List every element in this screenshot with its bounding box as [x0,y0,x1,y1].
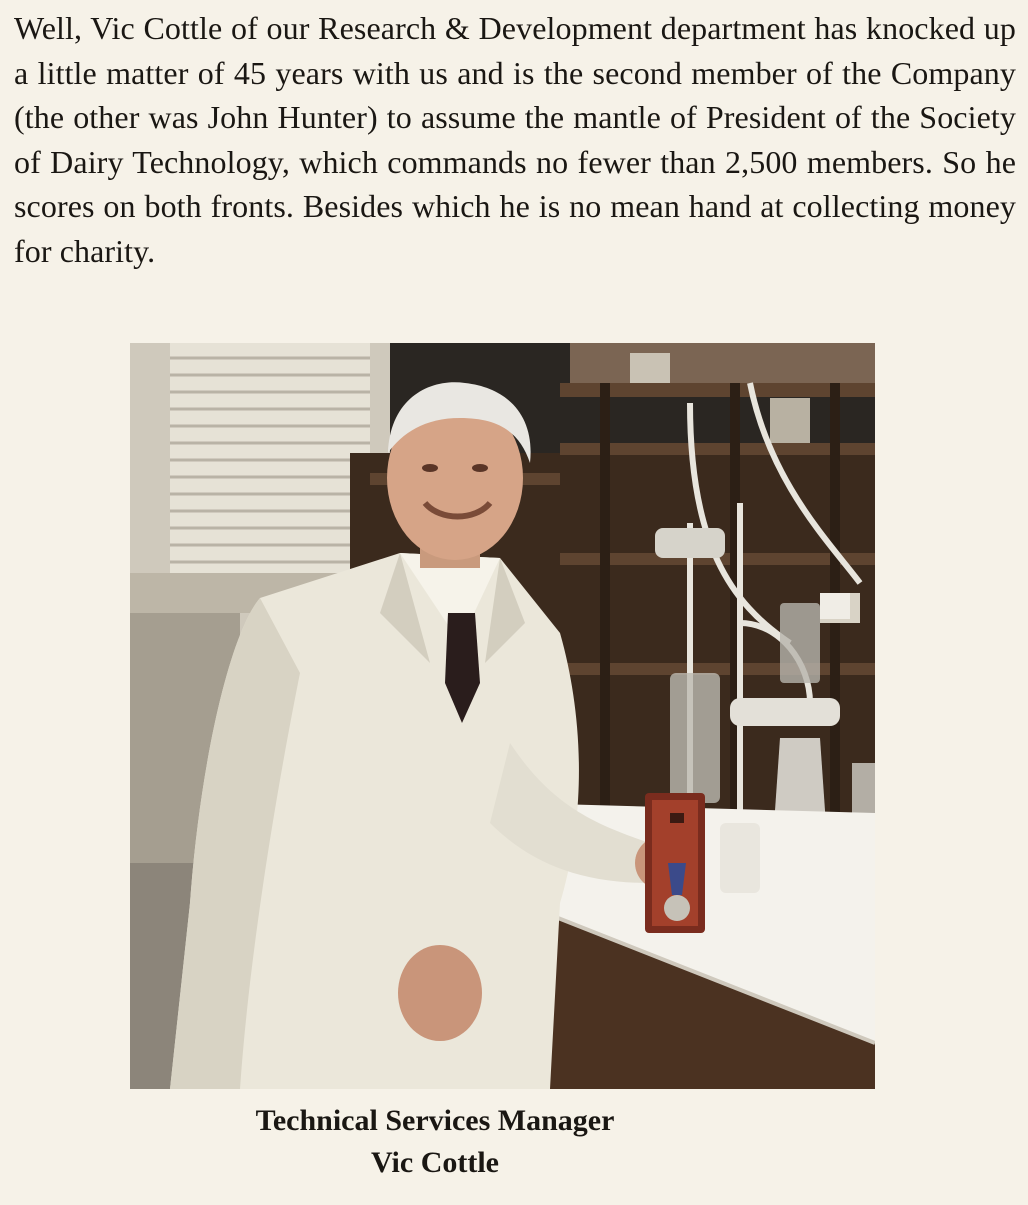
article-paragraph: Well, Vic Cottle of our Research & Development department has knocked up a little matter of 45 years with us and is the second member of the Company (the other was John Hunter) to assume the mantle of President of the Society of Dairy Technology, which commands no fewer than 2,500 members. So he scores on both fronts. Besides which he is no mean hand at collecting money for charity. [14,10,1016,269]
caption-name: Vic Cottle [371,1146,499,1179]
caption-job-title: Technical Services Manager [255,1104,615,1137]
photo-caption [130,1100,740,1184]
portrait-photo [130,343,875,1089]
medal-case [645,793,705,933]
